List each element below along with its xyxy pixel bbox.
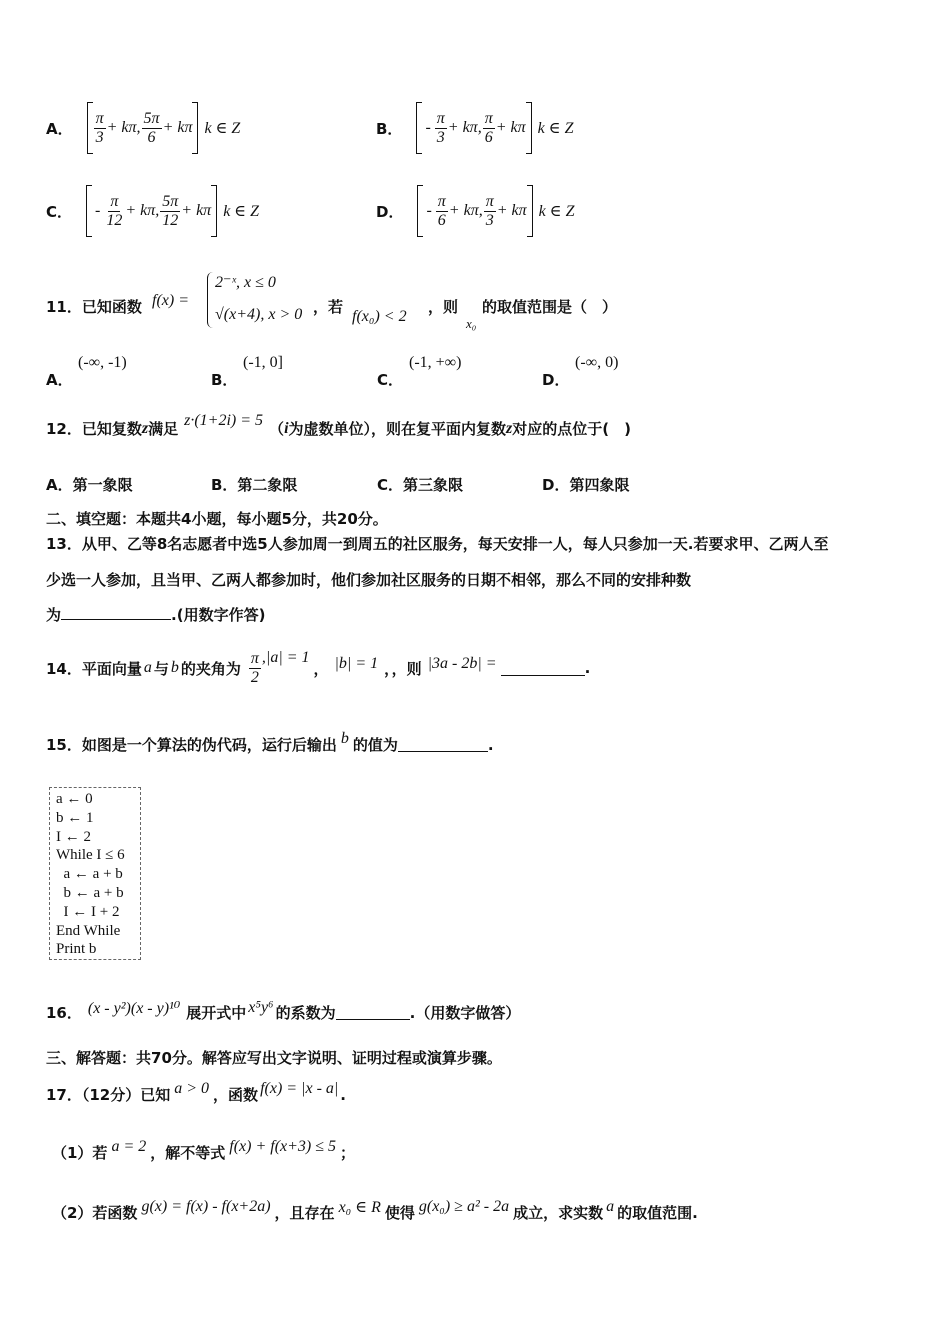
q10-option-d: D． - $\frac{\pi}{6}$ + kπ, $\frac{\pi}{3}$ + kπ k ∈ Z [376,185,575,237]
q11-opt-d: (-∞, 0) [575,354,619,371]
q11-opt-b-label: B． [211,371,238,389]
section-2-heading: 二、填空题：本题共4小题，每小题5分，共20分。 [46,510,388,528]
q12-opt-c: C．第三象限 [377,476,464,494]
q12-text: 12．已知复数 z 满足 z·(1+2i) = 5 （ i 为虚数单位），则在复平面内复数 z 对应的点位于( ) [46,411,631,438]
q11-x0: x₀ [466,316,477,331]
code-line: I ← I + 2 [56,903,120,920]
q17-text: 17．（12分）已知 a > 0 ，函数 f(x) = |x - a| . [46,1079,346,1104]
section-3-heading: 三、解答题：共70分。解答应写出文字说明、证明过程或演算步骤。 [46,1049,502,1067]
q16-answer-blank[interactable] [336,1005,410,1020]
code-line: Print b [56,941,97,958]
q11-text: 11．已知函数 [46,298,142,316]
q11-case1: 2⁻ˣ, x ≤ 0 [215,274,276,291]
q11-case2: √(x+4), x > 0 [215,306,303,323]
q16-text: 16． (x - y²)(x - y)¹⁰ 展开式中 x⁵y⁶ 的系数为 .（用数字做答） [46,998,521,1022]
q15-answer-blank[interactable] [398,737,488,752]
q11-opt-d-label: D． [542,371,570,389]
q11-text3: ，则 [428,298,459,316]
q12-opt-d: D．第四象限 [542,476,630,494]
code-line: a ← 0 [56,791,93,807]
q13-answer-blank[interactable] [61,605,171,620]
code-line: b ← 1 [56,809,94,826]
q11-text4: 的取值范围是（ ） [482,298,618,316]
code-line: While I ≤ 6 [56,847,125,864]
code-line: I ← 2 [56,828,91,845]
code-line: b ← a + b [56,884,124,901]
pseudocode-box [49,787,141,960]
q12-opt-b: B．第二象限 [211,476,298,494]
q14-answer-blank[interactable] [501,661,585,676]
code-line: a ← a + b [56,866,123,883]
q12-opt-a: A．第一象限 [46,476,133,494]
q11-cond: f(x₀) < 2 [352,308,407,325]
q15-text: 15．如图是一个算法的伪代码，运行后输出 b 的值为 . [46,729,494,754]
q11-opt-c: (-1, +∞) [409,354,462,371]
q17-part2: （2）若函数 g(x) = f(x) - f(x+2a) ，且存在 x₀ ∈ R 使得 g(x₀) ≥ a² - 2a 成立，求实数 a 的取值范围. [52,1197,698,1222]
q11-brace [207,272,214,328]
code-line: End While [56,922,121,939]
q11-opt-c-label: C． [377,371,404,389]
q11-opt-a-label: A． [46,371,73,389]
q10-option-c: C． - $\frac{\pi}{12}$ + kπ, $\frac{5\pi}{12}$ + kπ k ∈ Z [46,185,259,237]
q11-text2: ，若 [313,298,344,316]
q17-part1: （1）若 a = 2 ，解不等式 f(x) + f(x+3) ≤ 5 ； [52,1137,356,1162]
q13-line3: 为 .(用数字作答) [46,606,266,624]
q13-line1: 13．从甲、乙等8名志愿者中选5人参加周一到周五的社区服务，每天安排一人，每人只参加一天.若要求甲、乙两人至 [46,535,829,553]
q13-line2: 少选一人参加，且当甲、乙两人都参加时，他们参加社区服务的日期不相邻，那么不同的安排种数 [46,571,692,589]
q10-option-a: A． $\frac{\pi}{3}$ + kπ, $\frac{5\pi}{6}$ + kπ k ∈ Z [46,102,240,154]
q11-opt-a: (-∞, -1) [78,354,127,371]
q11-opt-b: (-1, 0] [243,354,283,371]
q11-fx: f(x) = [152,292,189,309]
q14-text: 14．平面向量 a 与 b 的夹角为 $\frac{\pi}{2}$ ,|a| = 1 ， |b| = 1 ，，则 |3a - 2b| = . [46,649,591,686]
q10-option-b: B． - $\frac{\pi}{3}$ + kπ, $\frac{\pi}{6}$ + kπ k ∈ Z [376,102,573,154]
